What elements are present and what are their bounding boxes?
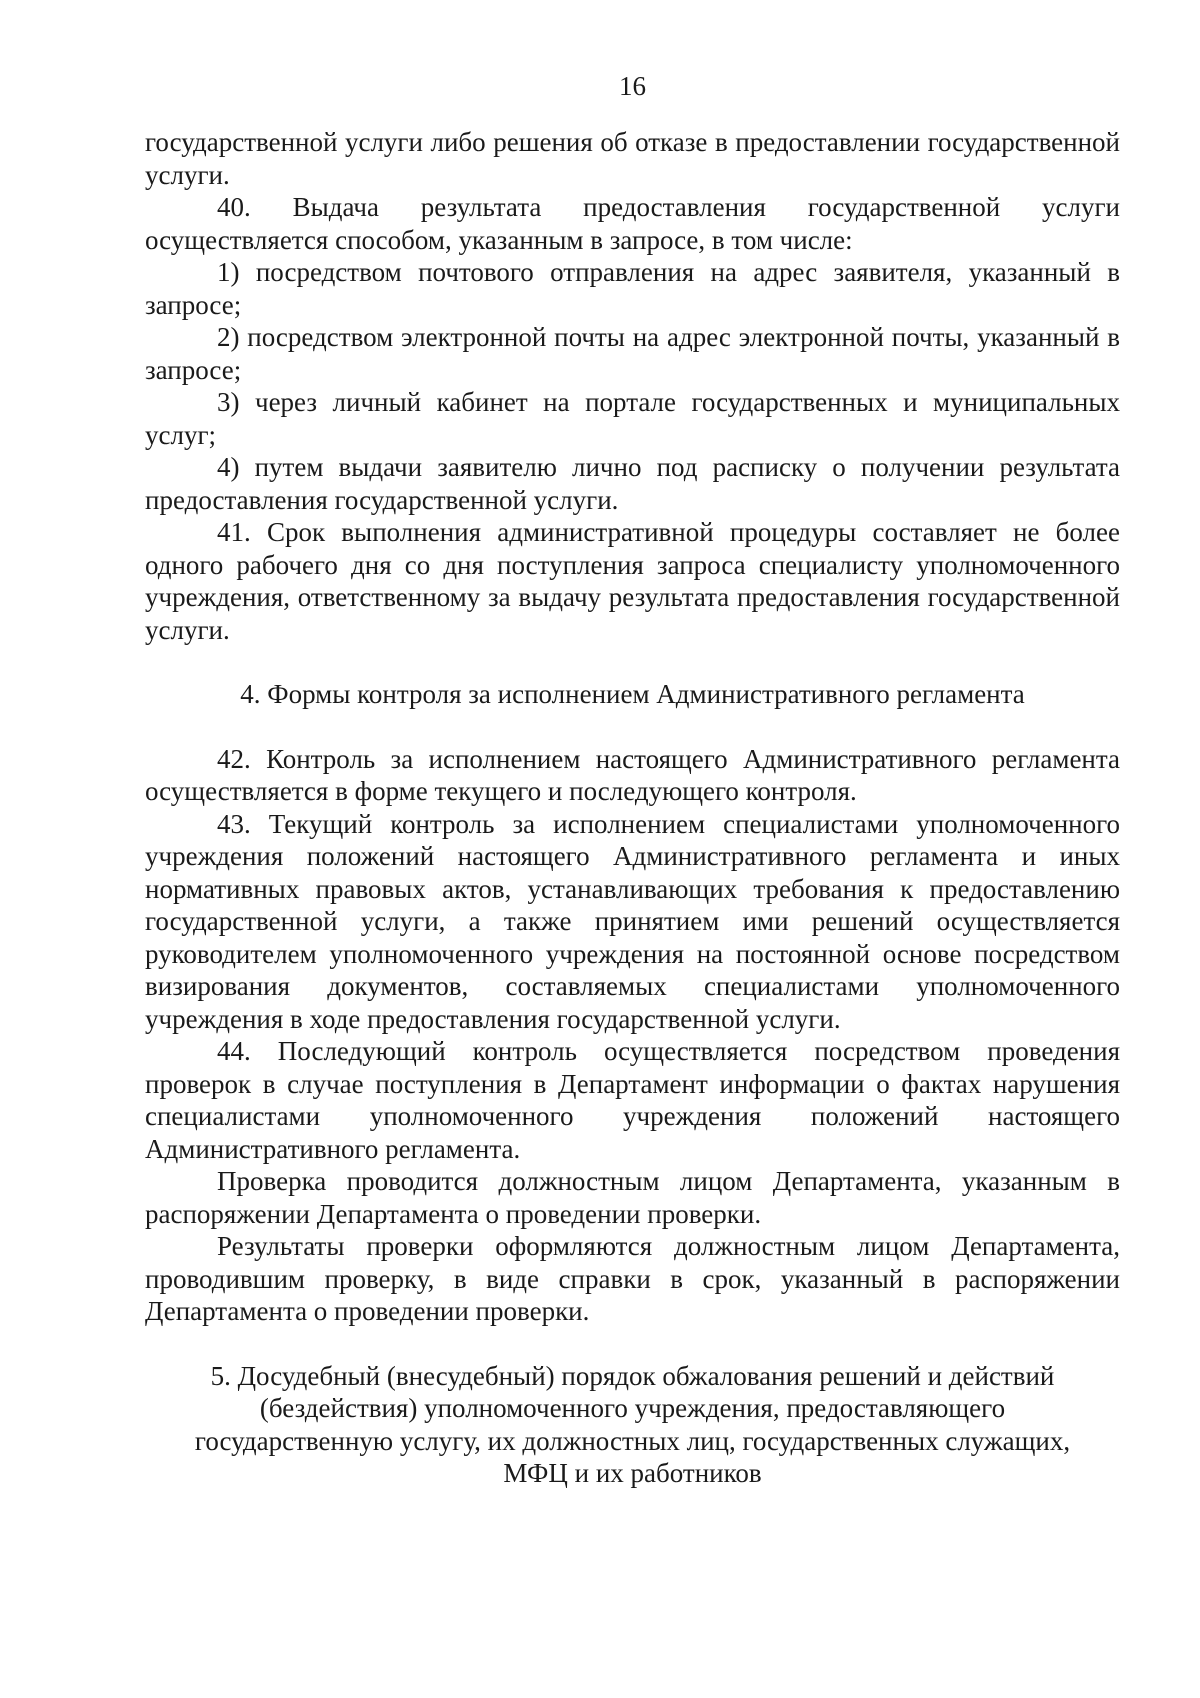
paragraph-results: Результаты проверки оформляются должностным лицом Департамента, проводившим проверку, в виде справки в срок, указанный в распоряжении Департамента о проведении проверки. [145, 1231, 1120, 1326]
list-item-3: 3) через личный кабинет на портале государственных и муниципальных услуг; [145, 387, 1120, 450]
section-4-heading: 4. Формы контроля за исполнением Административного регламента [240, 679, 1025, 709]
section-5-heading-line-4: МФЦ и их работников [503, 1458, 762, 1488]
paragraph-44: 44. Последующий контроль осуществляется посредством проведения проверок в случае поступления в Департамент информации о фактах нарушения специалистами уполномоченного учреждения положений настоящего Административного регламента. [145, 1036, 1120, 1164]
list-item-2: 2) посредством электронной почты на адрес электронной почты, указанный в запросе; [145, 322, 1120, 385]
paragraph-42: 42. Контроль за исполнением настоящего Административного регламента осуществляется в форме текущего и последующего контроля. [145, 743, 1120, 806]
paragraph-41: 41. Срок выполнения административной процедуры составляет не более одного рабочего дня со дня поступления запроса специалисту уполномоченного учреждения, ответственному за выдачу результата предоставления государственной услуги. [145, 517, 1120, 645]
section-5-heading [145, 1360, 1120, 1490]
section-5-heading-line-1: 5. Досудебный (внесудебный) порядок обжалования решений и действий [210, 1360, 1055, 1391]
list-item-4: 4) путем выдачи заявителю лично под расписку о получении результата предоставления государственной услуги. [145, 452, 1120, 515]
list-item-1: 1) посредством почтового отправления на адрес заявителя, указанный в запросе; [145, 257, 1120, 320]
section-5-heading-line-3: государственную услугу, их должностных лиц, государственных служащих, [194, 1425, 1071, 1456]
paragraph-40: 40. Выдача результата предоставления государственной услуги осуществляется способом, указанным в запросе, в том числе: [145, 192, 1120, 255]
paragraph-continuation: государственной услуги либо решения об отказе в предоставлении государственной услуги. [145, 127, 1120, 190]
paragraph-check: Проверка проводится должностным лицом Департамента, указанным в распоряжении Департамента о проведении проверки. [145, 1166, 1120, 1229]
section-5-heading-line-2: (бездействия) уполномоченного учреждения, предоставляющего [259, 1393, 1006, 1423]
document-page [145, 70, 1120, 1490]
paragraph-43: 43. Текущий контроль за исполнением специалистами уполномоченного учреждения положений настоящего Административного регламента и иных нормативных правовых актов, устанавливающих требования к предоставлению государственной услуги, а также принятием ими решений осуществляется руководителем уполномоченного учреждения на постоянной основе посредством визирования документов, составляемых специалистами уполномоченного учреждения в ходе предоставления государственной услуги. [145, 808, 1120, 1034]
page-number: 16 [619, 71, 646, 101]
